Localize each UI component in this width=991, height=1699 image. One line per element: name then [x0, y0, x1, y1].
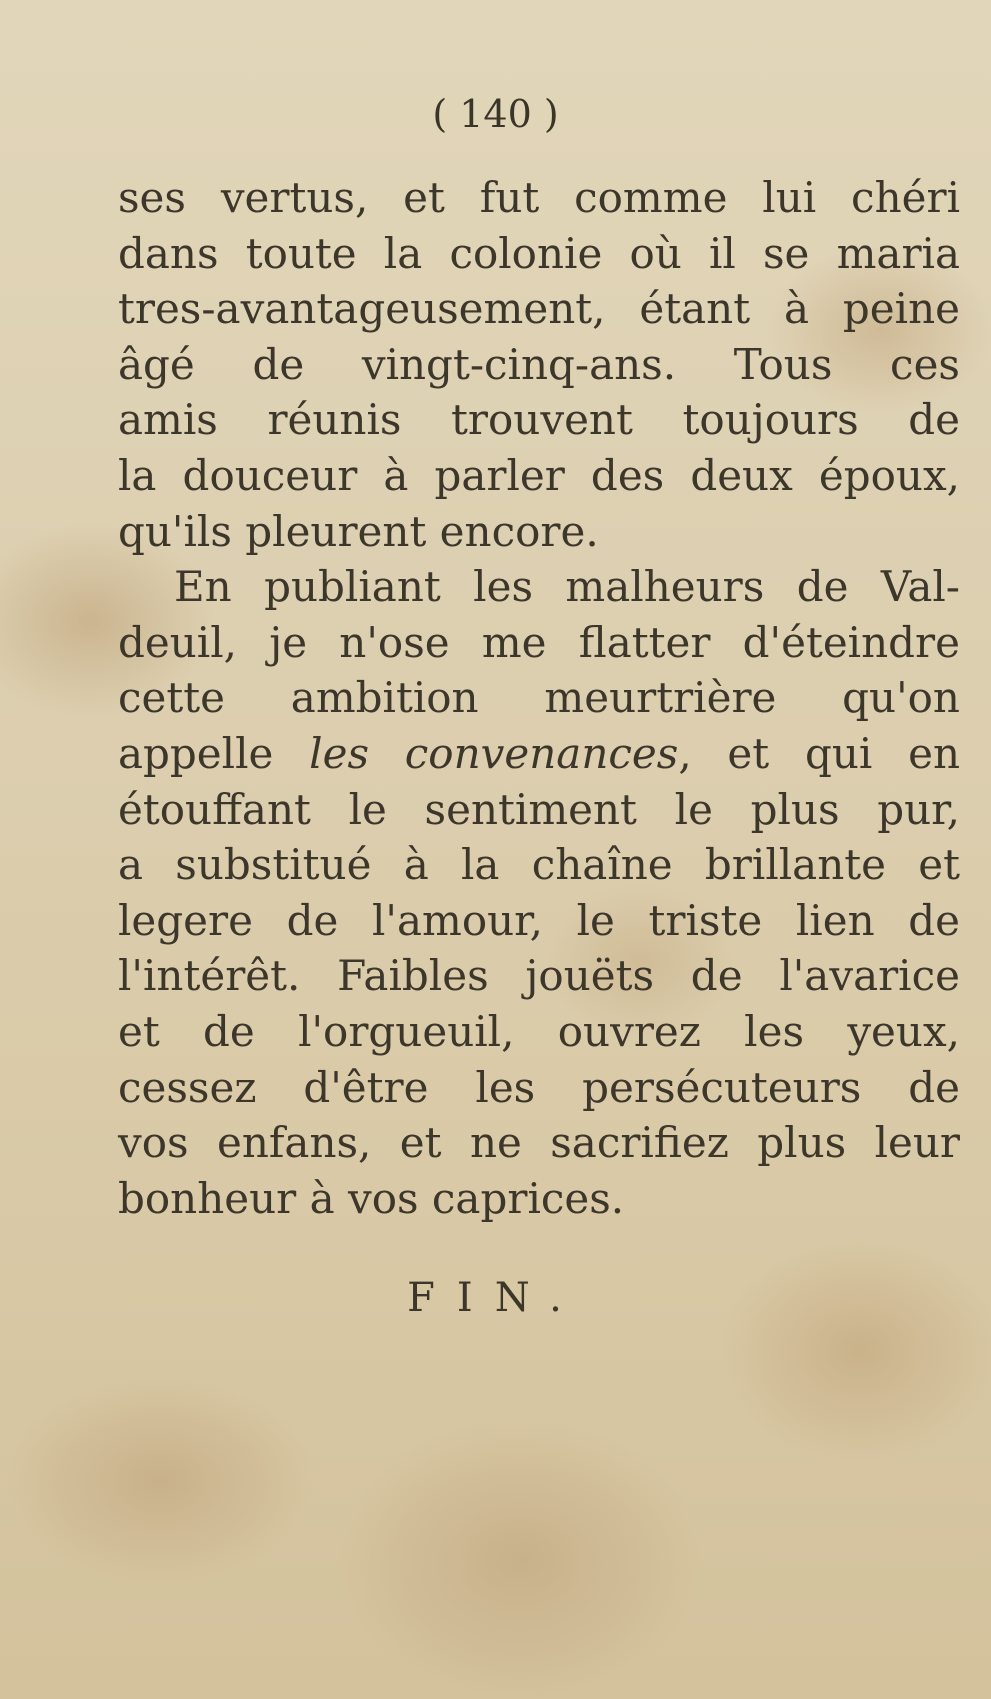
text-line: cessez d'être les persécuteurs de: [118, 1062, 960, 1112]
text-line: étouffant le sentiment le plus pur,: [118, 784, 960, 834]
text-line: bonheur à vos caprices.: [118, 1173, 625, 1223]
text-line: vos enfans, et ne sacrifiez plus leur: [118, 1118, 960, 1168]
text-line: tres-avantageusement, étant à peine: [118, 284, 960, 334]
text-line: la douceur à parler des deux époux,: [118, 450, 960, 500]
text-line: deuil, je n'ose me flatter d'éteindre: [118, 617, 960, 667]
page-number: ( 140 ): [432, 92, 559, 136]
text-line: l'intérêt. Faibles jouëts de l'avarice: [118, 951, 960, 1001]
text-line: cette ambition meurtrière qu'on: [118, 673, 960, 723]
text-line: ses vertus, et fut comme lui chéri: [118, 173, 960, 222]
text-line: En publiant les malheurs de Val-: [174, 562, 960, 612]
text-line: a substitué à la chaîne brillante et: [118, 840, 960, 890]
body-text: [118, 170, 960, 1226]
text-line: âgé de vingt-cinq-ans. Tous ces: [118, 339, 960, 389]
text-line: amis réunis trouvent toujours de: [118, 395, 960, 445]
end-mark: FIN.: [407, 1275, 584, 1321]
text-line: qu'ils pleurent encore.: [118, 506, 599, 556]
text-line: et de l'orgueuil, ouvrez les yeux,: [118, 1006, 960, 1056]
text-line: appelle les convenances, et qui en: [118, 728, 960, 778]
text-line: legere de l'amour, le triste lien de: [118, 895, 960, 945]
text-line: dans toute la colonie où il se maria: [118, 228, 960, 278]
